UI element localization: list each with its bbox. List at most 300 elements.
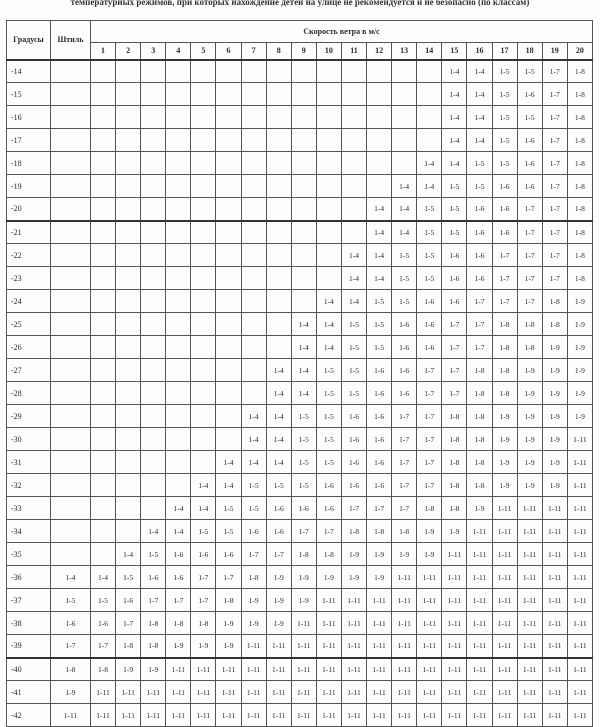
class-cell: 1-11 [492, 635, 517, 658]
class-cell [91, 382, 116, 405]
class-cell: 1-11 [442, 635, 467, 658]
class-cell: 1-7 [141, 589, 166, 612]
class-cell: 1-11 [316, 681, 341, 704]
class-cell: 1-11 [467, 612, 492, 635]
class-cell [116, 313, 141, 336]
calm-cell: 1-4 [51, 566, 91, 589]
class-cell [341, 198, 366, 221]
class-cell [241, 267, 266, 290]
degree-cell: -37 [7, 589, 51, 612]
class-cell [116, 428, 141, 451]
class-cell [216, 428, 241, 451]
class-cell [141, 60, 166, 83]
table-row [7, 313, 593, 336]
class-cell: 1-5 [417, 221, 442, 244]
class-cell: 1-6 [141, 566, 166, 589]
table-body [7, 60, 593, 727]
class-cell [241, 359, 266, 382]
class-cell: 1-5 [392, 290, 417, 313]
class-cell: 1-4 [291, 359, 316, 382]
class-cell: 1-6 [367, 451, 392, 474]
calm-cell: 1-6 [51, 612, 91, 635]
class-cell: 1-11 [442, 589, 467, 612]
class-cell [191, 152, 216, 175]
class-cell: 1-6 [367, 382, 392, 405]
class-cell [116, 336, 141, 359]
class-cell: 1-8 [492, 313, 517, 336]
class-cell: 1-4 [266, 451, 291, 474]
speed-header-5: 5 [191, 43, 216, 60]
class-cell [166, 129, 191, 152]
class-cell [191, 60, 216, 83]
speed-header-15: 15 [442, 43, 467, 60]
class-cell: 1-11 [542, 520, 567, 543]
class-cell: 1-4 [467, 60, 492, 83]
class-cell: 1-8 [542, 313, 567, 336]
calm-cell [51, 60, 91, 83]
class-cell: 1-11 [417, 635, 442, 658]
class-cell [266, 267, 291, 290]
class-cell: 1-9 [291, 589, 316, 612]
class-cell: 1-11 [392, 635, 417, 658]
class-cell: 1-7 [542, 60, 567, 83]
class-cell: 1-11 [492, 589, 517, 612]
class-cell: 1-6 [417, 290, 442, 313]
class-cell: 1-11 [542, 704, 567, 727]
class-cell [91, 543, 116, 566]
class-cell: 1-9 [517, 405, 542, 428]
class-cell [116, 60, 141, 83]
class-cell [341, 106, 366, 129]
table-row [7, 474, 593, 497]
header-wind-speed: Скорость ветра в м/с [91, 21, 593, 43]
class-cell: 1-4 [417, 175, 442, 198]
class-cell: 1-9 [316, 566, 341, 589]
class-cell: 1-7 [442, 313, 467, 336]
class-cell: 1-7 [166, 589, 191, 612]
class-cell [241, 336, 266, 359]
class-cell: 1-9 [241, 589, 266, 612]
class-cell [91, 267, 116, 290]
class-cell [216, 290, 241, 313]
class-cell [116, 152, 141, 175]
class-cell [241, 221, 266, 244]
class-cell: 1-6 [191, 543, 216, 566]
class-cell: 1-8 [91, 658, 116, 681]
class-cell: 1-11 [567, 635, 592, 658]
class-cell: 1-6 [367, 359, 392, 382]
degree-cell: -33 [7, 497, 51, 520]
class-cell: 1-6 [116, 589, 141, 612]
class-cell: 1-5 [417, 198, 442, 221]
table-row [7, 60, 593, 83]
class-cell: 1-8 [341, 520, 366, 543]
class-cell: 1-11 [417, 658, 442, 681]
class-cell [141, 405, 166, 428]
class-cell: 1-11 [392, 658, 417, 681]
class-cell [266, 290, 291, 313]
class-cell [191, 198, 216, 221]
class-cell [116, 83, 141, 106]
class-cell [166, 267, 191, 290]
degree-cell: -39 [7, 635, 51, 658]
class-cell [241, 152, 266, 175]
class-cell: 1-5 [341, 313, 366, 336]
class-cell [91, 290, 116, 313]
class-cell: 1-5 [316, 405, 341, 428]
class-cell [316, 221, 341, 244]
class-cell [91, 106, 116, 129]
class-cell: 1-11 [442, 612, 467, 635]
table-row [7, 290, 593, 313]
calm-cell [51, 428, 91, 451]
class-cell: 1-4 [442, 83, 467, 106]
header-speed-row [7, 43, 593, 60]
class-cell: 1-9 [567, 359, 592, 382]
class-cell: 1-7 [417, 451, 442, 474]
class-cell [191, 221, 216, 244]
class-cell: 1-11 [567, 474, 592, 497]
class-cell: 1-7 [542, 129, 567, 152]
degree-cell: -36 [7, 566, 51, 589]
class-cell: 1-9 [567, 313, 592, 336]
class-cell: 1-9 [492, 428, 517, 451]
class-cell [392, 106, 417, 129]
class-cell [216, 359, 241, 382]
class-cell [341, 221, 366, 244]
class-cell [141, 382, 166, 405]
class-cell: 1-4 [442, 60, 467, 83]
class-cell [91, 497, 116, 520]
class-cell: 1-4 [91, 566, 116, 589]
class-cell [91, 359, 116, 382]
class-cell: 1-11 [367, 704, 392, 727]
class-cell: 1-11 [266, 658, 291, 681]
class-cell: 1-9 [291, 566, 316, 589]
class-cell [291, 152, 316, 175]
class-cell: 1-11 [567, 681, 592, 704]
class-cell: 1-8 [291, 543, 316, 566]
calm-cell: 1-5 [51, 589, 91, 612]
class-cell: 1-9 [517, 382, 542, 405]
class-cell: 1-11 [517, 566, 542, 589]
class-cell: 1-11 [467, 635, 492, 658]
class-cell [316, 83, 341, 106]
class-cell [191, 451, 216, 474]
class-cell [141, 83, 166, 106]
class-cell: 1-7 [91, 635, 116, 658]
calm-cell [51, 474, 91, 497]
class-cell: 1-6 [467, 244, 492, 267]
class-cell: 1-4 [367, 267, 392, 290]
calm-cell [51, 221, 91, 244]
class-cell: 1-9 [542, 474, 567, 497]
class-cell: 1-6 [392, 313, 417, 336]
class-cell: 1-11 [567, 451, 592, 474]
degree-cell: -17 [7, 129, 51, 152]
table-row [7, 658, 593, 681]
class-cell [141, 267, 166, 290]
class-cell: 1-7 [517, 290, 542, 313]
class-cell: 1-4 [316, 313, 341, 336]
calm-cell: 1-11 [51, 704, 91, 727]
class-cell: 1-5 [216, 497, 241, 520]
class-cell: 1-11 [417, 566, 442, 589]
class-cell: 1-11 [567, 589, 592, 612]
speed-header-12: 12 [367, 43, 392, 60]
class-cell: 1-4 [367, 198, 392, 221]
class-cell [91, 474, 116, 497]
class-cell: 1-11 [542, 658, 567, 681]
class-cell [291, 106, 316, 129]
speed-header-7: 7 [241, 43, 266, 60]
class-cell: 1-11 [191, 658, 216, 681]
class-cell: 1-8 [467, 474, 492, 497]
calm-cell [51, 313, 91, 336]
class-cell: 1-11 [392, 589, 417, 612]
class-cell [417, 60, 442, 83]
class-cell: 1-11 [166, 681, 191, 704]
class-cell [141, 198, 166, 221]
calm-cell: 1-7 [51, 635, 91, 658]
table-row [7, 681, 593, 704]
calm-cell [51, 267, 91, 290]
class-cell: 1-4 [241, 428, 266, 451]
class-cell: 1-5 [492, 60, 517, 83]
speed-header-20: 20 [567, 43, 592, 60]
table-row [7, 267, 593, 290]
class-cell: 1-5 [517, 60, 542, 83]
class-cell: 1-11 [316, 658, 341, 681]
table-row [7, 152, 593, 175]
class-cell: 1-7 [542, 198, 567, 221]
degree-cell: -29 [7, 405, 51, 428]
class-cell [191, 313, 216, 336]
class-cell: 1-11 [567, 566, 592, 589]
class-cell: 1-11 [567, 543, 592, 566]
class-cell [91, 60, 116, 83]
class-cell [116, 359, 141, 382]
class-cell: 1-11 [542, 497, 567, 520]
class-cell [216, 267, 241, 290]
class-cell: 1-6 [442, 290, 467, 313]
class-cell [191, 290, 216, 313]
class-cell: 1-5 [367, 313, 392, 336]
class-cell: 1-7 [191, 589, 216, 612]
speed-header-4: 4 [166, 43, 191, 60]
class-cell: 1-11 [517, 589, 542, 612]
class-cell: 1-11 [291, 704, 316, 727]
class-cell: 1-9 [241, 612, 266, 635]
class-cell [116, 198, 141, 221]
class-cell: 1-5 [291, 451, 316, 474]
class-cell: 1-5 [291, 405, 316, 428]
class-cell: 1-11 [266, 681, 291, 704]
class-cell: 1-9 [166, 635, 191, 658]
class-cell: 1-11 [241, 658, 266, 681]
class-cell: 1-9 [567, 336, 592, 359]
class-cell: 1-5 [492, 106, 517, 129]
class-cell: 1-8 [567, 60, 592, 83]
class-cell: 1-9 [517, 451, 542, 474]
class-cell: 1-11 [517, 543, 542, 566]
class-cell [116, 290, 141, 313]
class-cell: 1-7 [442, 382, 467, 405]
degree-cell: -22 [7, 244, 51, 267]
class-cell: 1-4 [291, 336, 316, 359]
class-cell [191, 405, 216, 428]
class-cell: 1-9 [417, 520, 442, 543]
wind-chill-table-container [6, 20, 592, 720]
class-cell [91, 451, 116, 474]
wind-chill-table [6, 20, 593, 727]
class-cell [191, 267, 216, 290]
class-cell: 1-8 [467, 359, 492, 382]
class-cell: 1-11 [367, 635, 392, 658]
class-cell: 1-11 [392, 566, 417, 589]
class-cell: 1-11 [316, 704, 341, 727]
class-cell: 1-11 [542, 543, 567, 566]
class-cell [266, 129, 291, 152]
class-cell: 1-5 [341, 382, 366, 405]
class-cell: 1-7 [542, 152, 567, 175]
class-cell: 1-11 [341, 658, 366, 681]
class-cell: 1-7 [517, 221, 542, 244]
class-cell: 1-8 [567, 129, 592, 152]
class-cell: 1-5 [442, 198, 467, 221]
class-cell: 1-4 [467, 129, 492, 152]
class-cell: 1-11 [467, 681, 492, 704]
class-cell: 1-8 [467, 405, 492, 428]
class-cell [116, 106, 141, 129]
class-cell: 1-11 [367, 681, 392, 704]
calm-cell [51, 451, 91, 474]
class-cell: 1-8 [567, 106, 592, 129]
class-cell [166, 428, 191, 451]
class-cell [141, 497, 166, 520]
class-cell: 1-5 [91, 589, 116, 612]
class-cell: 1-7 [492, 290, 517, 313]
class-cell: 1-11 [467, 566, 492, 589]
class-cell [392, 60, 417, 83]
class-cell [141, 244, 166, 267]
class-cell: 1-7 [291, 520, 316, 543]
class-cell: 1-4 [467, 83, 492, 106]
class-cell: 1-11 [266, 635, 291, 658]
calm-cell: 1-9 [51, 681, 91, 704]
class-cell [266, 244, 291, 267]
class-cell [291, 290, 316, 313]
class-cell: 1-11 [166, 658, 191, 681]
class-cell: 1-7 [417, 359, 442, 382]
table-row [7, 221, 593, 244]
page-title: температурных режимов, при которых нахождение детей на улице не рекомендуется и не безопасно (по классам) [70, 0, 530, 7]
table-row [7, 336, 593, 359]
calm-cell [51, 129, 91, 152]
class-cell: 1-11 [216, 658, 241, 681]
class-cell: 1-5 [291, 474, 316, 497]
class-cell: 1-7 [191, 566, 216, 589]
class-cell [417, 83, 442, 106]
class-cell: 1-6 [492, 221, 517, 244]
header-degrees: Градусы [7, 21, 51, 60]
class-cell: 1-7 [542, 175, 567, 198]
class-cell: 1-8 [567, 244, 592, 267]
class-cell: 1-4 [442, 152, 467, 175]
degree-cell: -31 [7, 451, 51, 474]
class-cell: 1-7 [417, 474, 442, 497]
degree-cell: -27 [7, 359, 51, 382]
class-cell: 1-9 [141, 658, 166, 681]
table-row [7, 198, 593, 221]
class-cell [266, 198, 291, 221]
class-cell: 1-11 [266, 704, 291, 727]
class-cell: 1-5 [341, 359, 366, 382]
class-cell: 1-4 [266, 359, 291, 382]
class-cell: 1-9 [367, 543, 392, 566]
class-cell [417, 106, 442, 129]
class-cell: 1-9 [492, 451, 517, 474]
class-cell: 1-5 [191, 520, 216, 543]
class-cell [341, 83, 366, 106]
class-cell [291, 198, 316, 221]
degree-cell: -24 [7, 290, 51, 313]
class-cell: 1-5 [316, 382, 341, 405]
class-cell [341, 129, 366, 152]
class-cell: 1-6 [266, 497, 291, 520]
class-cell: 1-8 [241, 566, 266, 589]
class-cell: 1-4 [241, 451, 266, 474]
class-cell: 1-4 [166, 520, 191, 543]
class-cell: 1-11 [467, 658, 492, 681]
class-cell [141, 129, 166, 152]
class-cell: 1-6 [367, 428, 392, 451]
class-cell: 1-6 [392, 336, 417, 359]
class-cell [141, 313, 166, 336]
class-cell: 1-8 [316, 543, 341, 566]
class-cell: 1-9 [567, 382, 592, 405]
class-cell: 1-11 [417, 681, 442, 704]
class-cell: 1-8 [492, 336, 517, 359]
class-cell: 1-8 [567, 83, 592, 106]
class-cell [141, 175, 166, 198]
class-cell: 1-9 [266, 612, 291, 635]
class-cell: 1-9 [517, 474, 542, 497]
class-cell: 1-11 [492, 681, 517, 704]
class-cell [241, 129, 266, 152]
table-row [7, 543, 593, 566]
class-cell: 1-4 [316, 290, 341, 313]
class-cell [216, 336, 241, 359]
class-cell: 1-4 [191, 474, 216, 497]
class-cell: 1-11 [492, 520, 517, 543]
class-cell: 1-11 [517, 704, 542, 727]
class-cell: 1-11 [492, 543, 517, 566]
calm-cell [51, 382, 91, 405]
class-cell: 1-11 [467, 704, 492, 727]
class-cell: 1-5 [492, 152, 517, 175]
class-cell [241, 106, 266, 129]
class-cell: 1-11 [291, 658, 316, 681]
class-cell: 1-6 [467, 198, 492, 221]
class-cell: 1-7 [316, 520, 341, 543]
class-cell: 1-8 [492, 382, 517, 405]
class-cell: 1-11 [341, 704, 366, 727]
class-cell: 1-6 [467, 267, 492, 290]
class-cell: 1-8 [467, 428, 492, 451]
class-cell [91, 198, 116, 221]
degree-cell: -25 [7, 313, 51, 336]
